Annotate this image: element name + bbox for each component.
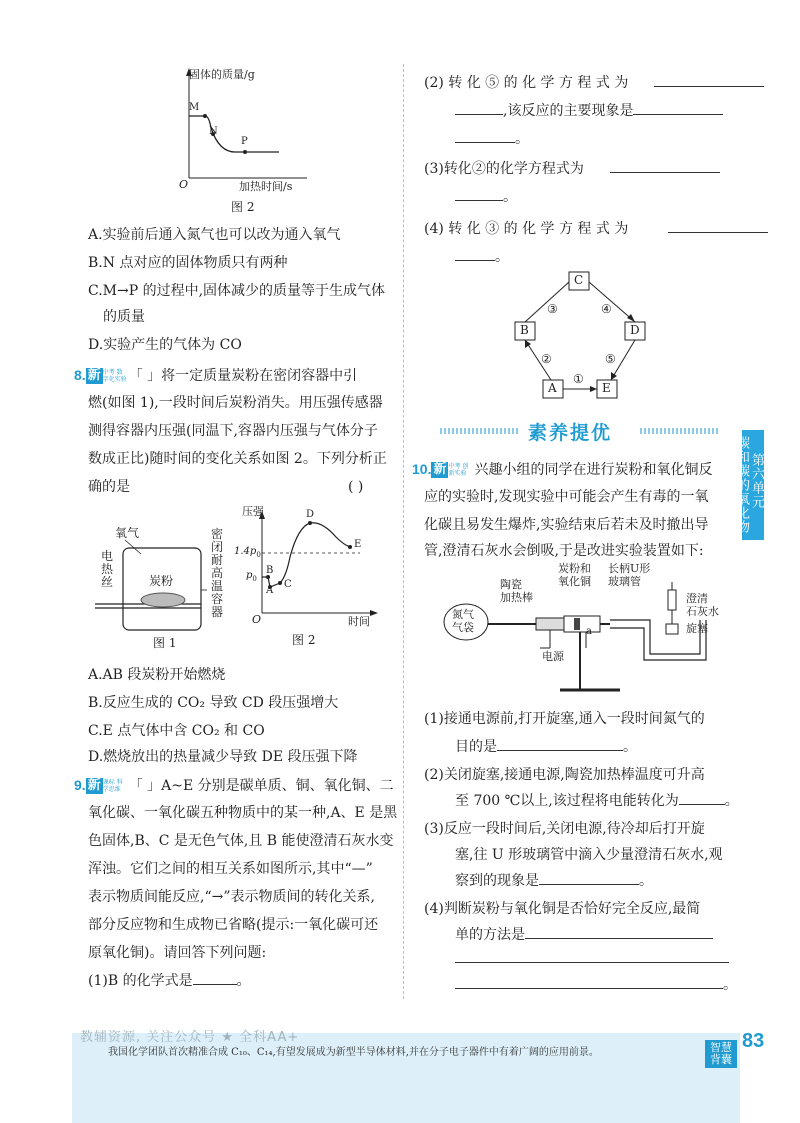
q10-sub2b-text: 至 700 ℃以上,该过程将电能转化为 bbox=[455, 793, 679, 809]
y-tick-1-4p-sub: 0 bbox=[256, 551, 261, 559]
q8-badge: 新 bbox=[87, 368, 101, 383]
q8-stem-1: 燃(如图 1),一段时间后炭粉消失。用压强传感器 bbox=[88, 395, 383, 411]
q9-sub2-blank-4[interactable] bbox=[455, 126, 515, 143]
q10-sub4b-text: 单的方法是 bbox=[455, 927, 525, 943]
mass-xlabel: 加热时间/s bbox=[239, 180, 293, 193]
nitrogen-bag-label: 氮气 气袋 bbox=[452, 608, 474, 634]
q10-sub4b bbox=[455, 922, 713, 948]
point-c: C bbox=[284, 579, 292, 590]
q10-sub3a: (3)反应一段时间后,关闭电源,待冷却后打开旋 bbox=[424, 821, 705, 837]
column-divider bbox=[403, 64, 404, 999]
point-n: N bbox=[209, 126, 218, 137]
q9-sub-3b bbox=[455, 184, 517, 210]
q7-mass-time-figure bbox=[175, 60, 315, 220]
q9-conversion-diagram bbox=[505, 268, 655, 404]
container-label: 密 闭 耐 高 温 容 器 bbox=[211, 527, 224, 619]
q8-stem-3: 数成正比)随时间的变化关系如图 2。下列分析正 bbox=[88, 451, 387, 467]
q10-sub2b bbox=[455, 788, 739, 814]
label-3: ③ bbox=[547, 302, 558, 316]
q10-sub1-end: 。 bbox=[623, 739, 637, 755]
node-d: D bbox=[630, 323, 640, 337]
page-number: 83 bbox=[742, 1030, 765, 1052]
mass-ylabel: 固体的质量/g bbox=[189, 68, 255, 81]
q7-option-c-cont: 的质量 bbox=[103, 309, 145, 325]
node-a: A bbox=[548, 381, 557, 395]
q10-number: 10. bbox=[412, 461, 432, 477]
q9-sub-4 bbox=[424, 216, 768, 242]
q9-sub-4b bbox=[455, 244, 509, 270]
q10-sub1-blank[interactable] bbox=[497, 734, 623, 751]
valve-label: 旋塞 bbox=[686, 622, 708, 635]
q9-stem-0: 「 」A~E 分别是碳单质、铜、氧化铜、二 bbox=[128, 778, 394, 794]
y-tick-1-4p0 bbox=[234, 546, 261, 559]
q9-sub-2c bbox=[455, 126, 529, 152]
q10-sub4-blank-3[interactable] bbox=[455, 972, 723, 989]
reactants-label: 炭粉和 氧化铜 bbox=[558, 562, 591, 588]
q9-sub-1 bbox=[88, 968, 251, 994]
banner-stripes-left bbox=[440, 428, 520, 434]
q7-option-c: C.M→P 的过程中,固体减少的质量等于生成气体 bbox=[88, 283, 386, 299]
q9-stem-5: 部分反应物和生成物已省略(提示:一氧化碳可还 bbox=[88, 917, 379, 933]
fig2-caption: 图 2 bbox=[292, 633, 316, 647]
q9-sub3-text: (3)转化②的化学方程式为 bbox=[424, 161, 584, 177]
powder-label: 炭粉 bbox=[149, 574, 174, 588]
oxygen-label: 氧气 bbox=[115, 526, 140, 540]
q10-sub3c-text: 察到的现象是 bbox=[455, 873, 539, 889]
q10-sub2-end: 。 bbox=[724, 793, 739, 809]
q9-sub1-text: (1)B 的化学式是 bbox=[88, 973, 193, 989]
q10-apparatus bbox=[440, 562, 730, 702]
q8-option-b: B.反应生成的 CO₂ 导致 CD 段压强增大 bbox=[88, 695, 339, 711]
q10-sub4-end: 。 bbox=[723, 977, 737, 993]
q9-sub2-blank-2[interactable] bbox=[455, 98, 503, 115]
point-m: M bbox=[189, 102, 200, 113]
q10-sub3-blank[interactable] bbox=[539, 868, 639, 885]
q9-sub-3 bbox=[424, 156, 720, 182]
q9-badge-sub: 课标 科学思维 bbox=[102, 779, 123, 793]
label-4: ④ bbox=[601, 302, 612, 316]
q10-badge-sub: 中考 创新实验 bbox=[448, 463, 469, 477]
banner-stripes-right bbox=[640, 428, 720, 434]
q10-sub3-end: 。 bbox=[639, 873, 653, 889]
point-p: P bbox=[241, 136, 248, 147]
pressure-xlabel: 时间 bbox=[348, 615, 370, 628]
point-d: D bbox=[306, 509, 315, 520]
q10-sub2a: (2)关闭旋塞,接通电源,陶瓷加热棒温度可升高 bbox=[424, 767, 705, 783]
q8-number: 8. bbox=[74, 367, 86, 383]
q9-sub-2b bbox=[455, 98, 723, 124]
q8-figure-2 bbox=[234, 505, 380, 650]
q9-stem-3: 浑浊。它们之间的相互关系如图所示,其中“—” bbox=[88, 861, 373, 877]
pressure-origin: O bbox=[252, 613, 262, 626]
q10-sub1b-text: 目的是 bbox=[455, 739, 497, 755]
q10-sub1b bbox=[455, 734, 637, 760]
power-label: 电源 bbox=[542, 650, 564, 663]
label-5: ⑤ bbox=[605, 352, 616, 366]
q8-option-a: A.AB 段炭粉开始燃烧 bbox=[88, 667, 226, 683]
y-tick-1-4p-text: 1.4p bbox=[234, 546, 257, 557]
q9-stem-6: 原氧化铜)。请回答下列问题: bbox=[88, 945, 267, 961]
mass-origin: O bbox=[179, 178, 189, 191]
point-b: B bbox=[266, 565, 274, 576]
q10-sub4-blank-1[interactable] bbox=[525, 922, 713, 939]
q9-sub4-text: (4) 转 化 ③ 的 化 学 方 程 式 为 bbox=[424, 221, 629, 237]
q9-sub1-end: 。 bbox=[236, 973, 251, 989]
heater-label: 电 热 丝 bbox=[101, 549, 114, 589]
q8-option-c: C.E 点气体中含 CO₂ 和 CO bbox=[88, 723, 265, 739]
q10-sub3c bbox=[455, 868, 653, 894]
label-1: ① bbox=[573, 372, 584, 386]
u-tube-label: 长柄U形 玻璃管 bbox=[608, 562, 651, 588]
topic-label: 碳和碳的氧化物 bbox=[734, 436, 749, 534]
q10-stem-1: 应的实验时,发现实验中可能会产生有毒的一氧 bbox=[424, 489, 709, 505]
q8-option-d: D.燃烧放出的热量减少导致 DE 段压强下降 bbox=[88, 749, 358, 765]
q9-stem-4: 表示物质间能反应,“→”表示物质间的转化关系, bbox=[88, 889, 375, 905]
y-tick-p-text: p bbox=[246, 570, 253, 581]
fig-caption: 图 2 bbox=[231, 200, 255, 214]
q9-sub2-end: 。 bbox=[515, 131, 529, 147]
q7-option-b: B.N 点对应的固体物质只有两种 bbox=[88, 255, 288, 271]
q10-stem-2: 化碳且易发生爆炸,实验结束后若未及时撤出导 bbox=[424, 517, 709, 533]
unit-side-tab bbox=[734, 430, 764, 540]
q8-stem-2: 测得容器内压强(同温下,容器内压强与气体分子 bbox=[88, 423, 378, 439]
heater-rod-label: 陶瓷 加热棒 bbox=[500, 578, 533, 604]
point-a: A bbox=[266, 585, 274, 596]
q9-sub3-blank-1[interactable] bbox=[610, 156, 720, 173]
unit-label: 第六单元 bbox=[749, 453, 764, 509]
q10-line-0 bbox=[412, 456, 712, 483]
q9-sub-2a bbox=[424, 70, 764, 96]
q9-sub2b-text: ,该反应的主要现象是 bbox=[503, 103, 634, 119]
q9-sub2a-text: (2) 转 化 ⑤ 的 化 学 方 程 式 为 bbox=[424, 75, 629, 91]
y-tick-p-sub: 0 bbox=[252, 575, 257, 583]
q9-sub4-blank-1[interactable] bbox=[668, 216, 768, 233]
footer-brand-badge: 智慧背囊 bbox=[705, 1040, 737, 1068]
q9-sub4-blank-2[interactable] bbox=[455, 244, 495, 261]
q9-badge: 新 bbox=[87, 778, 101, 793]
q8-line-0 bbox=[74, 362, 357, 389]
q8-answer-paren[interactable]: ( ) bbox=[348, 479, 364, 495]
fig1-caption: 图 1 bbox=[153, 636, 177, 650]
q10-stem-3: 管,澄清石灰水会倒吸,于是改进实验装置如下: bbox=[424, 543, 704, 559]
mark-a: a bbox=[586, 626, 592, 637]
footer-watermark: 教辅资源, 关注公众号 ★ 全科AA+ bbox=[80, 1030, 300, 1045]
q10-sub3b: 塞,往 U 形玻璃管中滴入少量澄清石灰水,观 bbox=[455, 847, 723, 863]
q9-line-0 bbox=[74, 772, 394, 799]
q8-figure-1 bbox=[95, 510, 240, 650]
section-title: 素养提优 bbox=[528, 422, 613, 444]
q7-option-a: A.实验前后通入氮气也可以改为通入氧气 bbox=[88, 227, 341, 243]
q10-sub4a: (4)判断炭粉与氧化铜是否恰好完全反应,最简 bbox=[424, 901, 701, 917]
q10-badge: 新 bbox=[433, 462, 447, 477]
node-c: C bbox=[574, 273, 584, 287]
q7-option-d: D.实验产生的气体为 CO bbox=[88, 337, 242, 353]
q10-sub4-blank-2[interactable] bbox=[455, 962, 729, 963]
pressure-ylabel: 压强 bbox=[242, 505, 264, 518]
q9-sub4-end: 。 bbox=[495, 249, 509, 265]
y-tick-p0 bbox=[246, 570, 257, 583]
q10-sub4-line3 bbox=[455, 972, 737, 998]
q9-stem-1: 氧化碳、一氧化碳五种物质中的某一种,A、E 是黑 bbox=[88, 805, 398, 821]
q9-sub3-end: 。 bbox=[503, 189, 517, 205]
footer-note: 我国化学团队首次精准合成 C₁₀、C₁₄,有望发展成为新型半导体材料,并在分子电子器件中有着广阔的应用前景。 bbox=[108, 1047, 599, 1058]
q8-badge-sub: 中考 数字化实验 bbox=[102, 369, 127, 383]
q9-sub2-blank-1[interactable] bbox=[654, 70, 764, 87]
q9-sub3-blank-2[interactable] bbox=[455, 184, 503, 201]
q9-sub2-blank-3[interactable] bbox=[633, 98, 723, 115]
q10-stem-0: 兴趣小组的同学在进行炭粉和氧化铜反 bbox=[474, 462, 713, 478]
limewater-label: 澄清 石灰水 bbox=[686, 592, 719, 618]
label-2: ② bbox=[541, 352, 552, 366]
q9-sub1-blank[interactable] bbox=[193, 968, 237, 985]
section-banner bbox=[440, 418, 730, 444]
q8-stem-4: 确的是 bbox=[88, 479, 130, 495]
point-e: E bbox=[354, 539, 362, 550]
q9-number: 9. bbox=[74, 777, 86, 793]
node-e: E bbox=[602, 381, 611, 395]
q8-stem-0: 「 」将一定质量炭粉在密闭容器中引 bbox=[128, 368, 358, 384]
q9-stem-2: 色固体,B、C 是无色气体,且 B 能使澄清石灰水变 bbox=[88, 833, 394, 849]
node-b: B bbox=[520, 323, 529, 337]
q10-sub2-blank[interactable] bbox=[679, 788, 725, 805]
q10-sub1a: (1)接通电源前,打开旋塞,通入一段时间氮气的 bbox=[424, 711, 705, 727]
